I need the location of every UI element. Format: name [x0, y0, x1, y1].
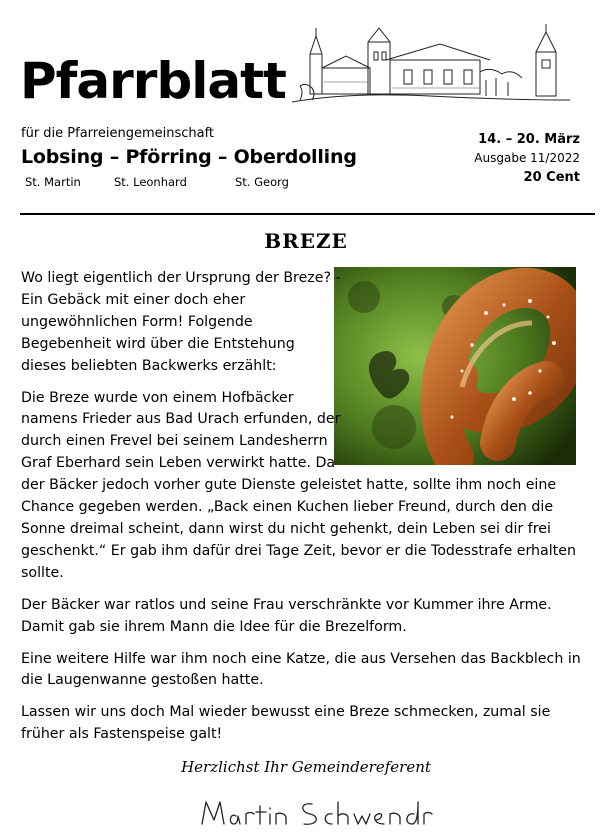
church-illustration	[290, 22, 572, 106]
issue-info	[474, 130, 580, 187]
saint-leonhard: St. Leonhard	[114, 175, 187, 189]
issue-date-range: 14. – 20. März	[478, 132, 580, 147]
closing-greeting: Herzlichst Ihr Gemeindereferent	[181, 758, 431, 776]
issue-number: Ausgabe 11/2022	[474, 151, 580, 165]
paragraph-arms: Der Bäcker war ratlos und seine Frau verschränkte vor Kummer ihre Arme. Damit gab sie ihrem Mann die Idee für die Brezelform.	[21, 596, 552, 635]
paragraph-cat: Eine weitere Hilfe war ihm noch eine Katze, die aus Versehen das Backblech in die Laugenwanne gestoßen hatte.	[21, 650, 581, 689]
paragraph-origin: Wo liegt eigentlich der Ursprung der Breze? - Ein Gebäck mit einer doch eher ungewöhnlichen Form! Folgende Begebenheit wird über die Entstehung dieses beliebten Backwerks erzählt:	[21, 270, 341, 374]
photo-spacer	[341, 268, 593, 468]
article-body	[21, 268, 593, 756]
header-divider	[20, 213, 595, 215]
saint-martin: St. Martin	[25, 175, 81, 189]
masthead-subtitle: für die Pfarreiengemeinschaft	[21, 126, 215, 141]
saint-georg: St. Georg	[235, 175, 289, 189]
article-title: BREZE	[264, 229, 348, 253]
paragraph-lent: Lassen wir uns doch Mal wieder bewusst eine Breze schmecken, zumal sie früher als Fastenspeise galt!	[21, 704, 551, 743]
handwritten-signature	[196, 792, 436, 832]
masthead-title: Pfarrblatt	[20, 52, 286, 110]
issue-price: 20 Cent	[523, 170, 580, 185]
parishes-heading: Lobsing – Pförring – Oberdolling	[21, 146, 357, 168]
paragraph-legend: Die Breze wurde von einem Hofbäcker namens Frieder aus Bad Urach erfunden, der durch einen Frevel bei seinem Landesherrn Graf Eberhard sein Leben verwirkt hatte. Da der Bäcker jedoch vorher gute Dienste geleistet hatte, sollte ihm noch eine Chance gegeben werden. „Back einen Kuchen lieber Freund, durch den die Sonne dreimal scheint, dann wirst du nicht gehenkt, dein Leben sei dir frei geschenkt.“ Er gab ihm dafür drei Tage Zeit, bevor er die Todesstrafe erhalten sollte.	[21, 389, 576, 581]
